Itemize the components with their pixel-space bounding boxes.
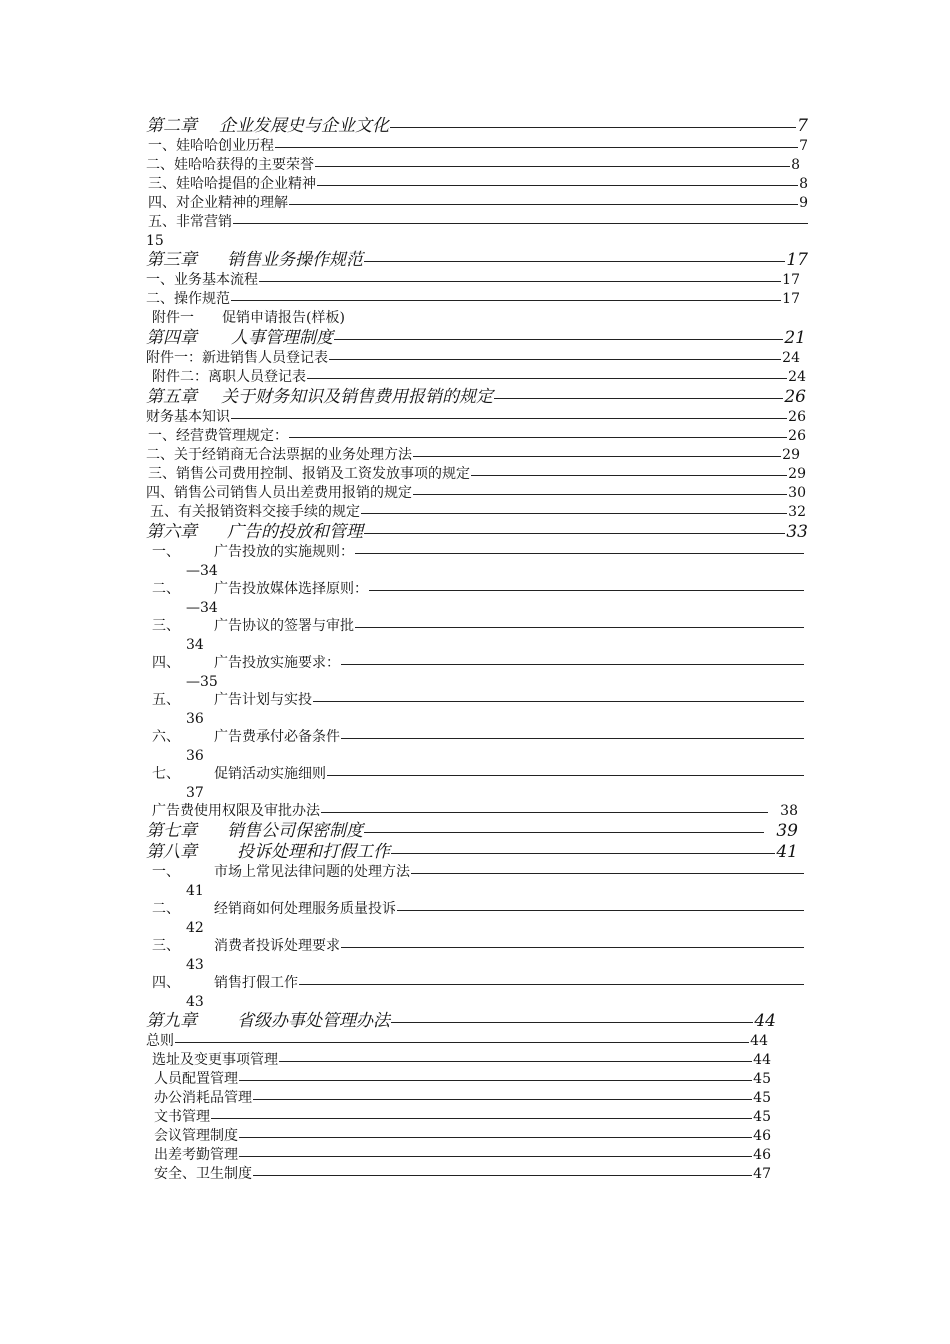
chapter-label: 第三章: [146, 250, 197, 270]
toc-chapter-heading[interactable]: [146, 821, 798, 842]
toc-entry[interactable]: [152, 1051, 771, 1070]
chapter-title: 投诉处理和打假工作: [237, 842, 390, 862]
page-number: 43: [186, 957, 204, 973]
entry-number: 三、: [152, 618, 180, 634]
entry-number: 二、: [152, 901, 180, 917]
entry-number: 三、: [152, 938, 180, 954]
entry-label: 安全、卫生制度: [154, 1166, 252, 1182]
entry-label: 三、娃哈哈提倡的企业精神: [148, 176, 316, 192]
page-number: 8: [791, 157, 800, 173]
toc-entry[interactable]: [154, 1070, 771, 1089]
chapter-title: 销售业务操作规范: [227, 250, 363, 270]
toc-entry[interactable]: [152, 974, 804, 993]
page-number: 17: [782, 291, 800, 307]
page-number: —34: [186, 600, 218, 616]
chapter-label: 第四章: [146, 328, 197, 348]
page-number: 39: [776, 821, 798, 841]
entry-label: 财务基本知识: [146, 409, 230, 425]
entry-label: 四、销售公司销售人员出差费用报销的规定: [146, 485, 412, 501]
page-number: 26: [788, 428, 806, 444]
toc-entry[interactable]: [150, 503, 806, 522]
toc-entry[interactable]: [148, 427, 806, 446]
toc-chapter-heading[interactable]: [146, 522, 808, 543]
toc-entry[interactable]: [152, 728, 804, 747]
chapter-label: 第二章: [146, 116, 197, 136]
entry-label: 五、有关报销资料交接手续的规定: [150, 504, 360, 520]
page-number: 29: [788, 466, 806, 482]
page-number: 24: [788, 369, 806, 385]
page-number: 37: [186, 785, 204, 801]
toc-chapter-heading[interactable]: [146, 387, 806, 408]
entry-title: 消费者投诉处理要求: [214, 938, 340, 954]
toc-entry[interactable]: [146, 156, 800, 175]
toc-entry[interactable]: [152, 937, 804, 956]
toc-entry[interactable]: [154, 1089, 771, 1108]
toc-entry[interactable]: [152, 617, 804, 636]
toc-entry[interactable]: [152, 900, 804, 919]
entry-title: 广告费承付必备条件: [214, 729, 340, 745]
entry-label: 出差考勤管理: [154, 1147, 238, 1163]
page-number: 45: [753, 1071, 771, 1087]
toc-entry[interactable]: [152, 765, 804, 784]
entry-label: 二、操作规范: [146, 291, 230, 307]
entry-number: 四、: [152, 655, 180, 671]
page-number: 17: [786, 250, 808, 270]
entry-number: 二、: [152, 581, 180, 597]
entry-label: 附件二：离职人员登记表: [152, 369, 306, 385]
page-number: 44: [750, 1033, 768, 1049]
chapter-title: 广告的投放和管理: [227, 522, 363, 542]
entry-title: 广告投放实施要求：: [214, 655, 340, 671]
toc-entry[interactable]: [146, 408, 806, 427]
entry-label: 三、销售公司费用控制、报销及工资发放事项的规定: [148, 466, 470, 482]
toc-entry[interactable]: [148, 213, 808, 232]
toc-entry[interactable]: [146, 271, 800, 290]
entry-title: 广告投放的实施规则：: [214, 544, 354, 560]
dot-leader: [154, 1118, 771, 1119]
page-number: 30: [788, 485, 806, 501]
entry-label: 人员配置管理: [154, 1071, 238, 1087]
dot-leader: [154, 1080, 771, 1081]
page-number: 41: [186, 883, 204, 899]
page-number: 45: [753, 1109, 771, 1125]
entry-label: 文书管理: [154, 1109, 210, 1125]
entry-label: 四、对企业精神的理解: [148, 195, 288, 211]
toc-entry[interactable]: [152, 580, 804, 599]
page-number: 44: [754, 1011, 776, 1031]
page-number: 36: [186, 748, 204, 764]
page-number: 43: [186, 994, 204, 1010]
page-number: 26: [784, 387, 806, 407]
page-number: 46: [753, 1147, 771, 1163]
page-number: 41: [776, 842, 798, 862]
chapter-title: 省级办事处管理办法: [237, 1011, 390, 1031]
entry-label: 一、经营费管理规定：: [148, 428, 288, 444]
page-number: 45: [753, 1090, 771, 1106]
page-number: 7: [799, 138, 808, 154]
chapter-label: 第五章: [146, 387, 197, 407]
dot-leader: [146, 300, 800, 301]
chapter-title: 企业发展史与企业文化: [219, 116, 389, 136]
entry-title: 销售打假工作: [214, 975, 298, 991]
chapter-label: 第九章: [146, 1011, 197, 1031]
page-number: 32: [788, 504, 806, 520]
page-number: 46: [753, 1128, 771, 1144]
table-of-contents: [146, 116, 808, 1184]
toc-entry[interactable]: [152, 543, 804, 562]
entry-title: 广告计划与实投: [214, 692, 312, 708]
toc-entry[interactable]: [152, 654, 804, 673]
entry-label: 二、娃哈哈获得的主要荣誉: [146, 157, 314, 173]
page-number: 17: [782, 272, 800, 288]
entry-title: 经销商如何处理服务质量投诉: [214, 901, 396, 917]
toc-chapter-heading[interactable]: [146, 328, 806, 349]
page-number: 34: [186, 637, 204, 653]
entry-title: 市场上常见法律问题的处理方法: [214, 864, 410, 880]
page-number: 7: [797, 116, 808, 136]
toc-entry[interactable]: [154, 1146, 771, 1165]
entry-title: 促销活动实施细则: [214, 766, 326, 782]
entry-label: 一、娃哈哈创业历程: [148, 138, 274, 154]
entry-number: 一、: [152, 544, 180, 560]
entry-label: 附件一：新进销售人员登记表: [146, 350, 328, 366]
chapter-title: 关于财务知识及销售费用报销的规定: [221, 387, 493, 407]
page-number: 8: [799, 176, 808, 192]
dot-leader: [146, 418, 806, 419]
entry-title: 促销申请报告(样板): [222, 310, 345, 326]
page-number: —34: [186, 563, 218, 579]
entry-label: 一、业务基本流程: [146, 272, 258, 288]
chapter-label: 第八章: [146, 842, 197, 862]
entry-label: 办公消耗品管理: [154, 1090, 252, 1106]
chapter-title: 销售公司保密制度: [227, 821, 363, 841]
toc-entry[interactable]: [146, 484, 806, 503]
toc-entry[interactable]: [152, 802, 798, 821]
page-number: 44: [753, 1052, 771, 1068]
dot-leader: [154, 1137, 771, 1138]
entry-number: 七、: [152, 766, 180, 782]
page-number: 33: [786, 522, 808, 542]
toc-chapter-heading[interactable]: [146, 250, 808, 271]
page-number: 36: [186, 711, 204, 727]
entry-number: 四、: [152, 975, 180, 991]
entry-label: 附件一: [152, 310, 194, 326]
page-number: 15: [146, 233, 164, 249]
chapter-title: 人事管理制度: [231, 328, 333, 348]
toc-entry[interactable]: [152, 309, 808, 328]
entry-title: 广告投放媒体选择原则：: [214, 581, 368, 597]
toc-entry[interactable]: [152, 691, 804, 710]
page-number: 9: [799, 195, 808, 211]
chapter-label: 第七章: [146, 821, 197, 841]
toc-entry[interactable]: [154, 1165, 771, 1184]
toc-entry[interactable]: [154, 1108, 771, 1127]
toc-entry[interactable]: [146, 1032, 768, 1051]
entry-label: 二、关于经销商无合法票据的业务处理方法: [146, 447, 412, 463]
entry-label: 广告费使用权限及审批办法: [152, 803, 320, 819]
page-number: 24: [782, 350, 800, 366]
page-number: 38: [780, 803, 798, 819]
entry-number: 五、: [152, 692, 180, 708]
entry-label: 会议管理制度: [154, 1128, 238, 1144]
toc-entry[interactable]: [146, 349, 800, 368]
toc-entry[interactable]: [152, 368, 806, 387]
toc-entry[interactable]: [146, 446, 800, 465]
entry-label: 总则: [146, 1033, 174, 1049]
toc-entry[interactable]: [146, 290, 800, 309]
page-number: 21: [784, 328, 806, 348]
entry-label: 五、非常营销: [148, 214, 232, 230]
page-number: 29: [782, 447, 800, 463]
entry-title: 广告协议的签署与审批: [214, 618, 354, 634]
page-number: 47: [753, 1166, 771, 1182]
toc-chapter-heading[interactable]: [146, 842, 798, 863]
chapter-label: 第六章: [146, 522, 197, 542]
toc-entry[interactable]: [152, 863, 804, 882]
toc-chapter-heading[interactable]: [146, 1011, 776, 1032]
dot-leader: [154, 1156, 771, 1157]
toc-entry[interactable]: [148, 194, 808, 213]
page-number: 42: [186, 920, 204, 936]
dot-leader: [146, 1042, 768, 1043]
toc-chapter-heading[interactable]: [146, 116, 808, 137]
entry-label: 选址及变更事项管理: [152, 1052, 278, 1068]
toc-entry[interactable]: [154, 1127, 771, 1146]
entry-number: 一、: [152, 864, 180, 880]
entry-number: 六、: [152, 729, 180, 745]
toc-entry[interactable]: [148, 137, 808, 156]
dot-leader: [148, 223, 808, 224]
toc-entry[interactable]: [148, 465, 806, 484]
page-number: 26: [788, 409, 806, 425]
page-number: —35: [186, 674, 218, 690]
toc-entry[interactable]: [148, 175, 808, 194]
